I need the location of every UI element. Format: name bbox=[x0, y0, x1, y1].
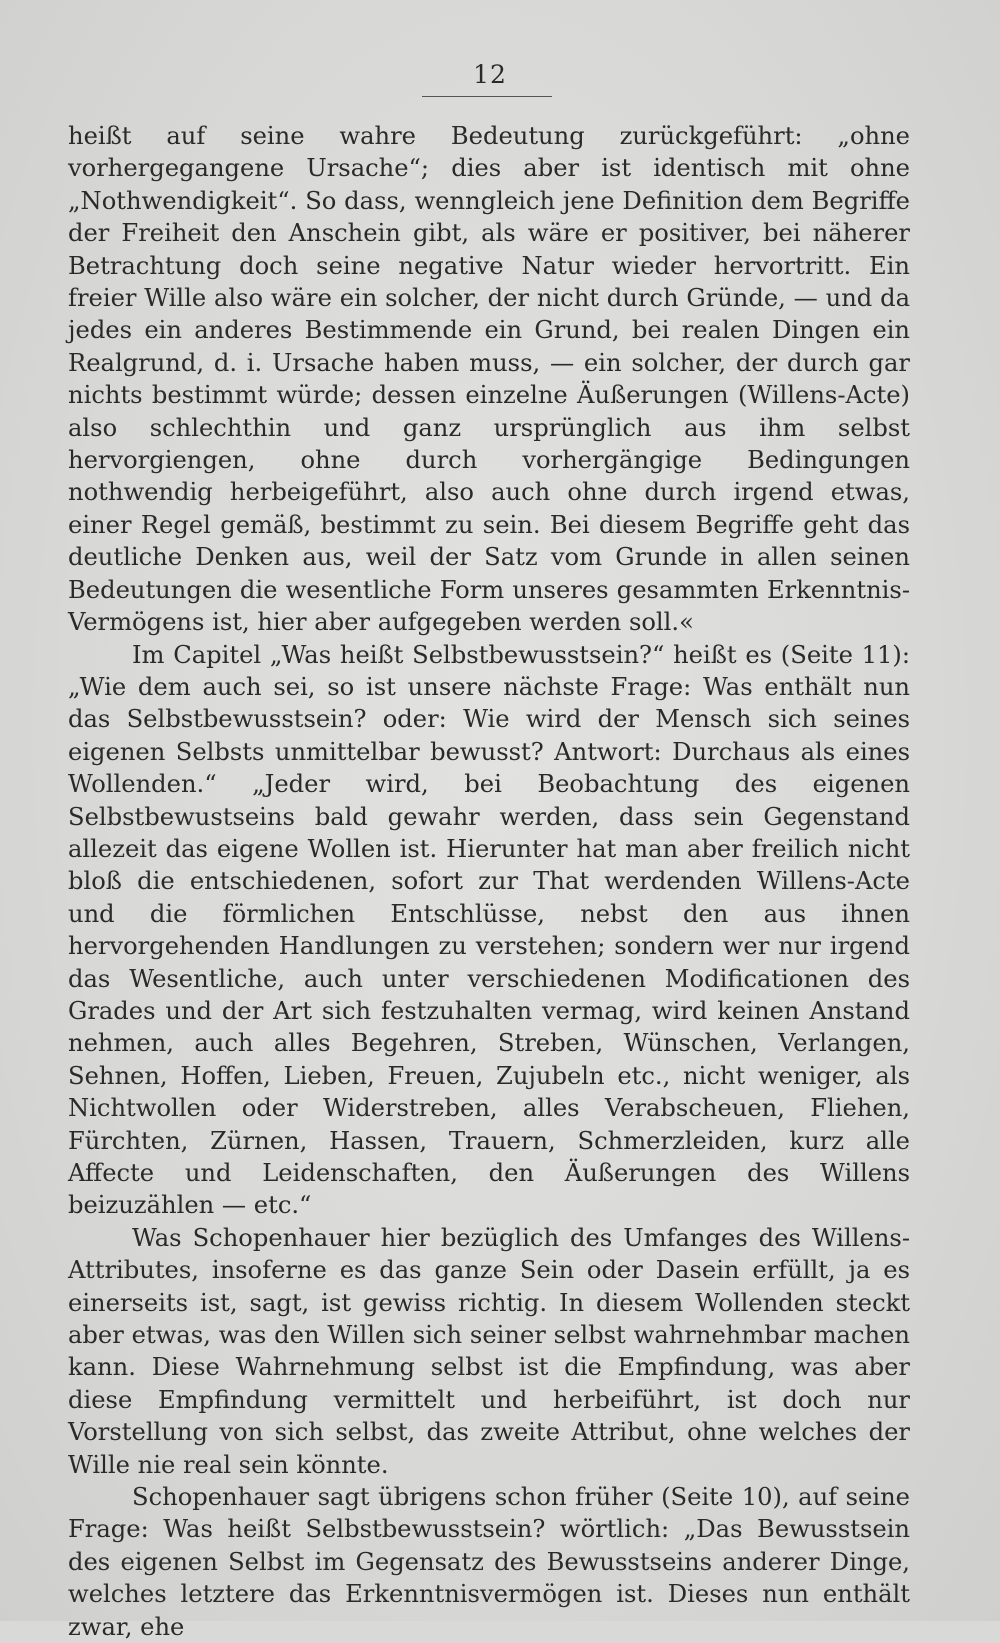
body-text bbox=[68, 120, 910, 1643]
paragraph-1: heißt auf seine wahre Bedeutung zurückgeführt: „ohne vorhergegangene Ursache“; dies aber ist identisch mit ohne „Nothwendigkeit“. So dass, wenngleich jene Definition dem Begriffe der Freiheit den Anschein gibt, als wäre er positiver, bei näherer Betrachtung doch seine negative Natur wieder hervortritt. Ein freier Wille also wäre ein solcher, der nicht durch Gründe, — und da jedes ein anderes Bestimmende ein Grund, bei realen Dingen ein Realgrund, d. i. Ursache haben muss, — ein solcher, der durch gar nichts bestimmt würde; dessen einzelne Äußerungen (Willens-Acte) also schlechthin und ganz ursprünglich aus ihm selbst hervorgiengen, ohne durch vorhergängige Bedingungen nothwendig herbeigeführt, also auch ohne durch irgend etwas, einer Regel gemäß, bestimmt zu sein. Bei diesem Begriffe geht das deutliche Denken aus, weil der Satz vom Grunde in allen seinen Bedeutungen die wesentliche Form unseres gesammten Erkenntnis-Vermögens ist, hier aber aufgegeben werden soll.« bbox=[68, 122, 910, 637]
page-number: 12 bbox=[473, 60, 507, 89]
paragraph-2: Im Capitel „Was heißt Selbstbewusstsein?“ heißt es (Seite 11): „Wie dem auch sei, so ist unsere nächste Frage: Was enthält nun das Selbstbewusstsein? oder: Wie wird der Mensch sich seines eigenen Selbsts unmittelbar bewusst? Antwort: Durchaus als eines Wollenden.“ „Jeder wird, bei Beobachtung des eigenen Selbstbewustseins bald gewahr werden, dass sein Gegenstand allezeit das eigene Wollen ist. Hierunter hat man aber freilich nicht bloß die entschiedenen, sofort zur That werdenden Willens-Acte und die förmlichen Entschlüsse, nebst den aus ihnen hervorgehenden Handlungen zu verstehen; sondern wer nur irgend das Wesentliche, auch unter verschiedenen Modificationen des Grades und der Art sich festzuhalten vermag, wird keinen Anstand nehmen, auch alles Begehren, Streben, Wünschen, Verlangen, Sehnen, Hoffen, Lieben, Freuen, Zujubeln etc., nicht weniger, als Nichtwollen oder Widerstreben, alles Verabscheuen, Fliehen, Fürchten, Zürnen, Hassen, Trauern, Schmerzleiden, kurz alle Affecte und Leidenschaften, den Äußerungen des Willens beizuzählen — etc.“ bbox=[68, 640, 910, 1220]
paragraph-4: Schopenhauer sagt übrigens schon früher (Seite 10), auf seine Frage: Was heißt Selbstbewusstsein? wörtlich: „Das Bewusstsein des eigenen Selbst im Gegensatz des Bewusstseins anderer Dinge, welches letztere das Erkenntnisvermögen ist. Dieses nun enthält zwar, ehe bbox=[68, 1483, 910, 1641]
paragraph-3: Was Schopenhauer hier bezüglich des Umfanges des Willens-Attributes, insoferne es das ganze Sein oder Dasein erfüllt, ja es einerseits ist, sagt, ist gewiss richtig. In diesem Wollenden steckt aber etwas, was den Willen sich seiner selbst wahrnehmbar machen kann. Diese Wahrnehmung selbst ist die Empfindung, was aber diese Empfindung vermittelt und herbeiführt, ist doch nur Vorstellung von sich selbst, das zweite Attribut, ohne welches der Wille nie real sein könnte. bbox=[68, 1223, 910, 1479]
header-rule bbox=[422, 96, 552, 97]
